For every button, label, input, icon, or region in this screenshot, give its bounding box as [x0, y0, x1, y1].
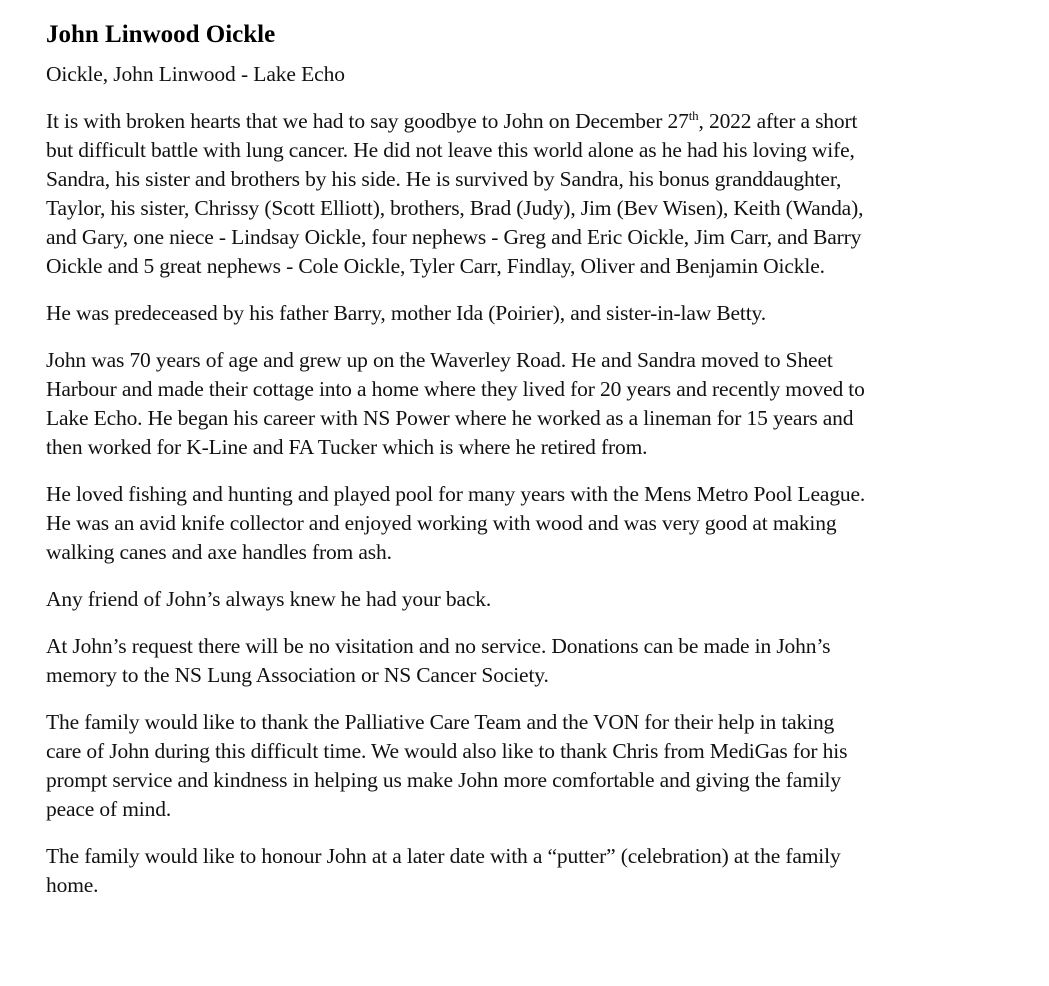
text-line: but difficult battle with lung cancer. He did not leave this world alone as he had his loving wife,	[46, 138, 855, 162]
text-line: then worked for K-Line and FA Tucker which is where he retired from.	[46, 435, 648, 459]
text-line: walking canes and axe handles from ash.	[46, 540, 392, 564]
ordinal-suffix: th	[688, 108, 699, 123]
text-line: Any friend of John’s always knew he had your back.	[46, 587, 492, 611]
text-line: At John’s request there will be no visitation and no service. Donations can be made in John’s	[46, 634, 831, 658]
text-line: memory to the NS Lung Association or NS Cancer Society.	[46, 663, 549, 687]
text-line: peace of mind.	[46, 797, 172, 821]
text-line: He was predeceased by his father Barry, mother Ida (Poirier), and sister-in-law Betty.	[46, 301, 766, 325]
text-line: He loved fishing and hunting and played pool for many years with the Mens Metro Pool League.	[46, 482, 866, 506]
text-line: John was 70 years of age and grew up on the Waverley Road. He and Sandra moved to Sheet	[46, 348, 833, 372]
paragraph-request-donations	[46, 632, 1026, 690]
text-line	[46, 107, 1026, 136]
text-line: Sandra, his sister and brothers by his side. He is survived by Sandra, his bonus granddaughter,	[46, 167, 842, 191]
paragraph-life-career	[46, 346, 1026, 462]
text-line: prompt service and kindness in helping us make John more comfortable and giving the family	[46, 768, 841, 792]
paragraph-survived-by	[46, 107, 1026, 281]
paragraph-thanks	[46, 708, 1026, 824]
text-line: He was an avid knife collector and enjoyed working with wood and was very good at making	[46, 511, 837, 535]
text-line: and Gary, one niece - Lindsay Oickle, four nephews - Greg and Eric Oickle, Jim Carr, and Barry	[46, 225, 862, 249]
document-title: John Linwood Oickle	[46, 21, 276, 48]
paragraph-predeceased	[46, 299, 1026, 328]
text-line: The family would like to honour John at a later date with a “putter” (celebration) at the family	[46, 844, 841, 868]
text-line: Harbour and made their cottage into a home where they lived for 20 years and recently moved to	[46, 377, 865, 401]
paragraph-friend	[46, 585, 1026, 614]
text-line: care of John during this difficult time. We would also like to thank Chris from MediGas for his	[46, 739, 848, 763]
document-subtitle: Oickle, John Linwood - Lake Echo	[46, 62, 345, 86]
text-fragment: , 2022 after a short	[698, 109, 858, 133]
text-line: home.	[46, 873, 99, 897]
obituary-document	[46, 16, 1026, 918]
text-line: The family would like to thank the Palliative Care Team and the VON for their help in taking	[46, 710, 835, 734]
paragraph-celebration	[46, 842, 1026, 900]
text-line: Oickle and 5 great nephews - Cole Oickle, Tyler Carr, Findlay, Oliver and Benjamin Oickle.	[46, 254, 825, 278]
paragraph-hobbies	[46, 480, 1026, 567]
text-fragment: It is with broken hearts that we had to say goodbye to John on December 27	[46, 109, 689, 133]
text-line: Lake Echo. He began his career with NS Power where he worked as a lineman for 15 years and	[46, 406, 854, 430]
text-line: Taylor, his sister, Chrissy (Scott Elliott), brothers, Brad (Judy), Jim (Bev Wisen), Keith (Wanda),	[46, 196, 864, 220]
